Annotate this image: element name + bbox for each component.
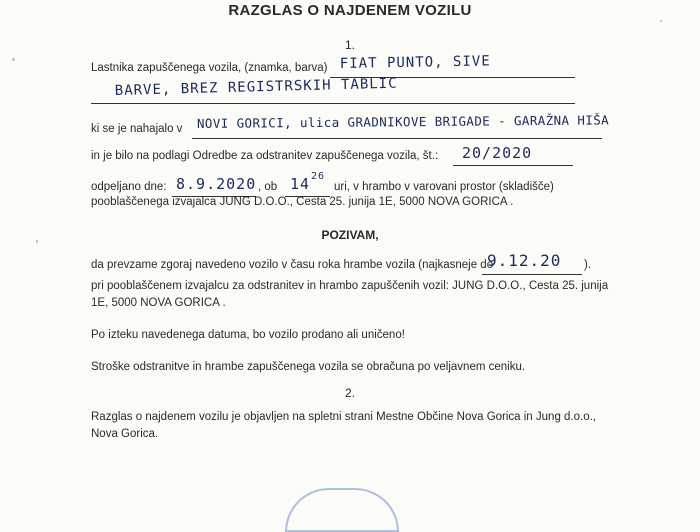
owner-handwriting-2: BARVE, BREZ REGISTRSKIH TABLIC [114, 75, 398, 99]
decision-label: in je bilo na podlagi Odredbe za odstranitev zapuščenega vozila, št.: [91, 150, 439, 162]
towed-label: odpeljano dne: [91, 181, 167, 193]
decision-line [453, 165, 573, 166]
scan-speck [660, 20, 662, 22]
towed-time-hours: 14 [290, 175, 311, 193]
decision-number-handwriting: 20/2020 [462, 144, 533, 162]
costs-text: Stroške odstranitve in hrambe zapuščenega vozila se obračuna po veljavnem ceniku. [91, 361, 526, 373]
invite-heading: POZIVAM, [321, 228, 379, 242]
at-label: , ob [258, 181, 278, 193]
warning-text: Po izteku navedenega datuma, bo vozilo prodano ali uničeno! [91, 329, 405, 341]
towed-time-minutes: 26 [311, 171, 326, 182]
scan-speck [36, 240, 38, 243]
owner-handwriting-1: FIAT PUNTO, SIVE [339, 53, 491, 72]
section2-line-1: Razglas o najdenem vozilu je objavljen na spletni strani Mestne Občine Nova Gorica in Jung d.o.o., [91, 411, 597, 423]
contractor-line: pooblaščenega izvajalca JUNG D.O.O., Cesta 25. junija 1E, 5000 NOVA GORICA . [91, 196, 514, 208]
section2-line-2: Nova Gorica. [91, 428, 159, 440]
location-handwriting: NOVI GORICI, ulica GRADNIKOVE BRIGADE - GARAŽNA HIŠA [196, 112, 610, 131]
official-stamp [285, 488, 399, 532]
hours-text: uri, v hrambo v varovani prostor (skladišče) [334, 181, 554, 193]
invite-line-3: 1E, 5000 NOVA GORICA . [91, 297, 226, 309]
deadline-line [482, 274, 582, 275]
document-title: RAZGLAS O NAJDENEM VOZILU [228, 2, 472, 19]
invite-line-1-end: ). [584, 259, 592, 271]
invite-line-1: da prevzame zgoraj navedeno vozilo v času roka hrambe vozila (najkasneje do [91, 259, 494, 271]
location-line [192, 138, 602, 139]
section-number-1: 1. [344, 38, 355, 52]
invite-line-2: pri pooblaščenem izvajalcu za odstranitev in hrambo zapuščenih vozil: JUNG D.O.O., Cesta 25. junija [91, 280, 609, 292]
owner-label: Lastnika zapuščenega vozila, (znamka, barva) [91, 62, 328, 74]
towed-date-handwriting: 8.9.2020 [176, 175, 257, 193]
owner-line-2 [91, 103, 575, 104]
deadline-handwriting: 9.12.20 [487, 251, 562, 270]
scan-speck [12, 58, 15, 61]
location-label: ki se je nahajalo v [91, 123, 183, 135]
section-number-2: 2. [344, 386, 355, 400]
